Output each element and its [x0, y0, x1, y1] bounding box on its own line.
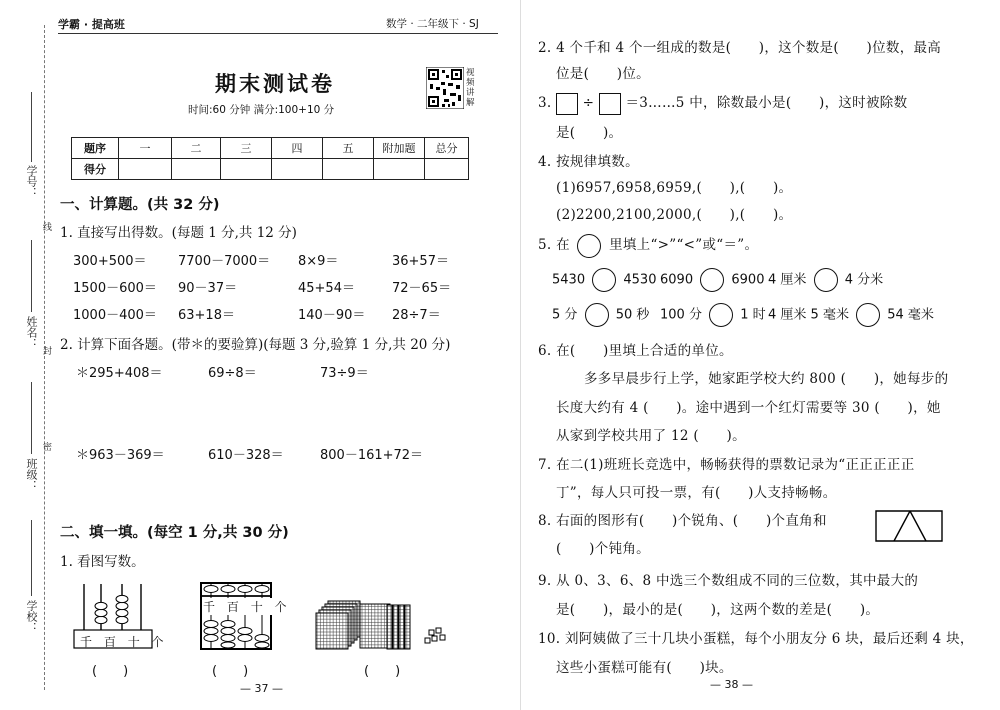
seal-mi-mark: 密 — [41, 442, 51, 451]
r-question-6-line-1: 多多早晨步行上学，她家距学校大约 800 ( )，她每步的 — [584, 371, 949, 387]
score-table-cell: 附加题 — [374, 138, 425, 159]
r-question-8-line-1: 8. 右面的图形有( )个锐角、( )个直角和 — [538, 513, 827, 529]
answer-blank-1[interactable]: ( ) — [92, 664, 129, 679]
question-1-1-title: 1. 直接写出得数。(每题 1 分,共 12 分) — [60, 225, 297, 241]
score-table-score-row — [72, 159, 469, 180]
seal-feng-mark: 封 — [41, 346, 51, 355]
place-label: 十 — [250, 600, 267, 614]
place-label: 个 — [274, 600, 291, 614]
score-table — [71, 137, 469, 180]
divisor-box[interactable] — [599, 93, 621, 115]
compare-row-1c — [768, 268, 883, 292]
page-title: 期末测试卷 — [215, 72, 335, 96]
r-question-6-title: 6. 在( )里填上合适的单位。 — [538, 343, 733, 359]
r-question-3-text: ＝3……5 中，除数最小是( )，这时被除数 — [625, 95, 908, 111]
r-question-2-line-2: 位是( )位。 — [556, 66, 650, 82]
compare-item: 6090 — [660, 272, 694, 288]
seal-line-mark: 线 — [41, 222, 51, 231]
compare-item: 4 厘米 — [768, 272, 807, 288]
compare-row-1b — [660, 268, 764, 292]
name-label: 姓名： — [25, 316, 38, 349]
circle-icon — [577, 234, 601, 258]
r-question-4-title: 4. 按规律填数。 — [538, 154, 639, 170]
mental-math-item: 1000－400＝ — [73, 308, 157, 323]
mental-math-item: 45+54＝ — [298, 281, 355, 296]
qr-caption: 视频讲解 — [466, 68, 475, 108]
counting-frame-place-labels — [80, 633, 168, 650]
mental-math-item: 1500－600＝ — [73, 281, 157, 296]
score-input-cell[interactable] — [374, 159, 425, 180]
r-question-5-title — [538, 233, 758, 258]
r-question-10-line-1: 10. 刘阿姨做了三十几块小蛋糕，每个小朋友分 6 块，最后还剩 4 块， — [538, 631, 974, 647]
name-blank — [31, 240, 32, 312]
r-question-4-1: (1)6957,6958,6959,( ),( )。 — [556, 180, 793, 196]
exam-time-info: 时间:60 分钟 满分:100+10 分 — [188, 104, 335, 116]
r-question-3-line-1 — [538, 91, 907, 115]
page-divider — [520, 0, 521, 710]
compare-item: 6900 — [731, 272, 765, 288]
dividend-box[interactable] — [556, 93, 578, 115]
answer-blank-3[interactable]: ( ) — [364, 664, 401, 679]
compare-item: 4 厘米 5 毫米 — [768, 307, 849, 323]
r-question-3-number: 3. — [538, 95, 552, 111]
compare-row-2c — [768, 303, 934, 327]
question-2-1-title: 1. 看图写数。 — [60, 554, 145, 570]
student-id-label: 学号： — [25, 165, 38, 198]
mental-math-item: 72－65＝ — [392, 281, 452, 296]
question-1-2-title: 2. 计算下面各题。(带＊的要验算)(每题 3 分,验算 1 分,共 20 分) — [60, 337, 451, 353]
score-table-cell: 总分 — [425, 138, 469, 159]
score-input-cell[interactable] — [323, 159, 374, 180]
score-table-cell: 三 — [221, 138, 272, 159]
score-input-cell[interactable] — [272, 159, 323, 180]
compare-circle[interactable] — [856, 303, 880, 327]
compare-row-1 — [552, 268, 656, 292]
header-rule — [58, 33, 498, 34]
compare-item: 4 分米 — [844, 272, 884, 288]
r-question-4-2: (2)2200,2100,2000,( ),( )。 — [556, 207, 793, 223]
answer-blank-2[interactable]: ( ) — [212, 664, 249, 679]
score-table-cell: 题序 — [72, 138, 119, 159]
page-number-left: — 37 — — [240, 682, 283, 695]
subject-label: 数学 · 二年级下 · SJ — [386, 18, 479, 30]
abacus-image — [198, 582, 274, 652]
r-question-5-prefix: 5. 在 — [538, 237, 570, 253]
place-label: 百 — [226, 600, 243, 614]
place-label: 十 — [127, 635, 144, 649]
compare-item: 100 分 — [660, 307, 702, 323]
compare-item: 5430 — [552, 272, 586, 288]
score-table-cell: 四 — [272, 138, 323, 159]
score-table-header-row — [72, 138, 469, 159]
mental-math-item: 300+500＝ — [73, 254, 147, 269]
division-sign: ÷ — [582, 95, 595, 111]
score-input-cell[interactable] — [119, 159, 172, 180]
r-question-7-line-1: 7. 在二(1)班班长竞选中，畅畅获得的票数记录为“正正正正正 — [538, 457, 915, 473]
mental-math-item: 63+18＝ — [178, 308, 235, 323]
compare-circle[interactable] — [700, 268, 724, 292]
section-2-title: 二、填一填。(每空 1 分,共 30 分) — [60, 525, 289, 541]
r-question-6-line-3: 从家到学校共用了 12 ( )。 — [556, 428, 746, 444]
score-table-cell: 二 — [172, 138, 221, 159]
class-blank — [31, 382, 32, 454]
compare-item: 54 毫米 — [887, 307, 934, 323]
compare-row-2b — [660, 303, 766, 327]
compare-circle[interactable] — [709, 303, 733, 327]
class-label: 班级： — [25, 458, 38, 491]
school-label: 学校： — [25, 600, 38, 633]
compare-item: 5 分 — [552, 307, 578, 323]
compare-item: 4530 — [623, 272, 657, 288]
compare-circle[interactable] — [592, 268, 616, 292]
r-question-3-line-2: 是( )。 — [556, 125, 623, 141]
mental-math-item: 36+57＝ — [392, 254, 449, 269]
r-question-6-line-2: 长度大约有 4 ( )。途中遇到一个红灯需要等 30 ( )，她 — [556, 400, 941, 416]
place-label: 百 — [103, 635, 120, 649]
r-question-2-line-1: 2. 4 个千和 4 个一组成的数是( )，这个数是( )位数，最高 — [538, 40, 942, 56]
mental-math-item: 28÷7＝ — [392, 308, 441, 323]
compare-item: 50 秒 — [615, 307, 650, 323]
score-input-cell[interactable] — [172, 159, 221, 180]
trapezoid-figure-image — [874, 509, 944, 543]
compare-circle[interactable] — [585, 303, 609, 327]
qr-code-icon[interactable] — [426, 67, 464, 109]
score-table-cell: 得分 — [72, 159, 119, 180]
r-question-8-line-2: ( )个钝角。 — [556, 541, 650, 557]
mental-math-item: 8×9＝ — [298, 254, 339, 269]
calc-item: ＊963－369＝ — [76, 448, 165, 463]
r-question-9-line-1: 9. 从 0、3、6、8 中选三个数组成不同的三位数，其中最大的 — [538, 573, 919, 589]
calc-item: 73÷9＝ — [320, 366, 369, 381]
compare-item: 1 时 — [740, 307, 766, 323]
compare-circle[interactable] — [814, 268, 838, 292]
school-blank — [31, 520, 32, 596]
place-label: 千 — [203, 600, 220, 614]
r-question-10-line-2: 这些小蛋糕可能有( )块。 — [556, 660, 733, 676]
page-number-right: — 38 — — [710, 678, 753, 691]
r-question-7-line-2: 丁”，每人只可投一票，有( )人支持畅畅。 — [556, 485, 837, 501]
calc-item: ＊295+408＝ — [76, 366, 163, 381]
calc-item: 610－328＝ — [208, 448, 284, 463]
brand-name: 学霸 · 提高班 — [58, 18, 125, 31]
score-input-cell[interactable] — [221, 159, 272, 180]
score-input-cell[interactable] — [425, 159, 469, 180]
binding-dashed-line — [44, 25, 45, 690]
score-table-cell: 五 — [323, 138, 374, 159]
r-question-5-suffix: 里填上“>”“<”或“＝”。 — [609, 237, 759, 253]
student-id-blank — [31, 92, 32, 162]
place-label: 千 — [80, 635, 97, 649]
base-ten-blocks-image — [314, 600, 454, 654]
compare-row-2 — [552, 303, 649, 327]
calc-item: 69÷8＝ — [208, 366, 257, 381]
place-label: 个 — [151, 635, 168, 649]
score-table-cell: 一 — [119, 138, 172, 159]
abacus-place-labels — [203, 598, 291, 615]
mental-math-item: 90－37＝ — [178, 281, 238, 296]
r-question-9-line-2: 是( )，最小的是( )，这两个数的差是( )。 — [556, 602, 880, 618]
mental-math-item: 7700－7000＝ — [178, 254, 271, 269]
calc-item: 800－161+72＝ — [320, 448, 424, 463]
mental-math-item: 140－90＝ — [298, 308, 366, 323]
section-1-title: 一、计算题。(共 32 分) — [60, 197, 220, 213]
